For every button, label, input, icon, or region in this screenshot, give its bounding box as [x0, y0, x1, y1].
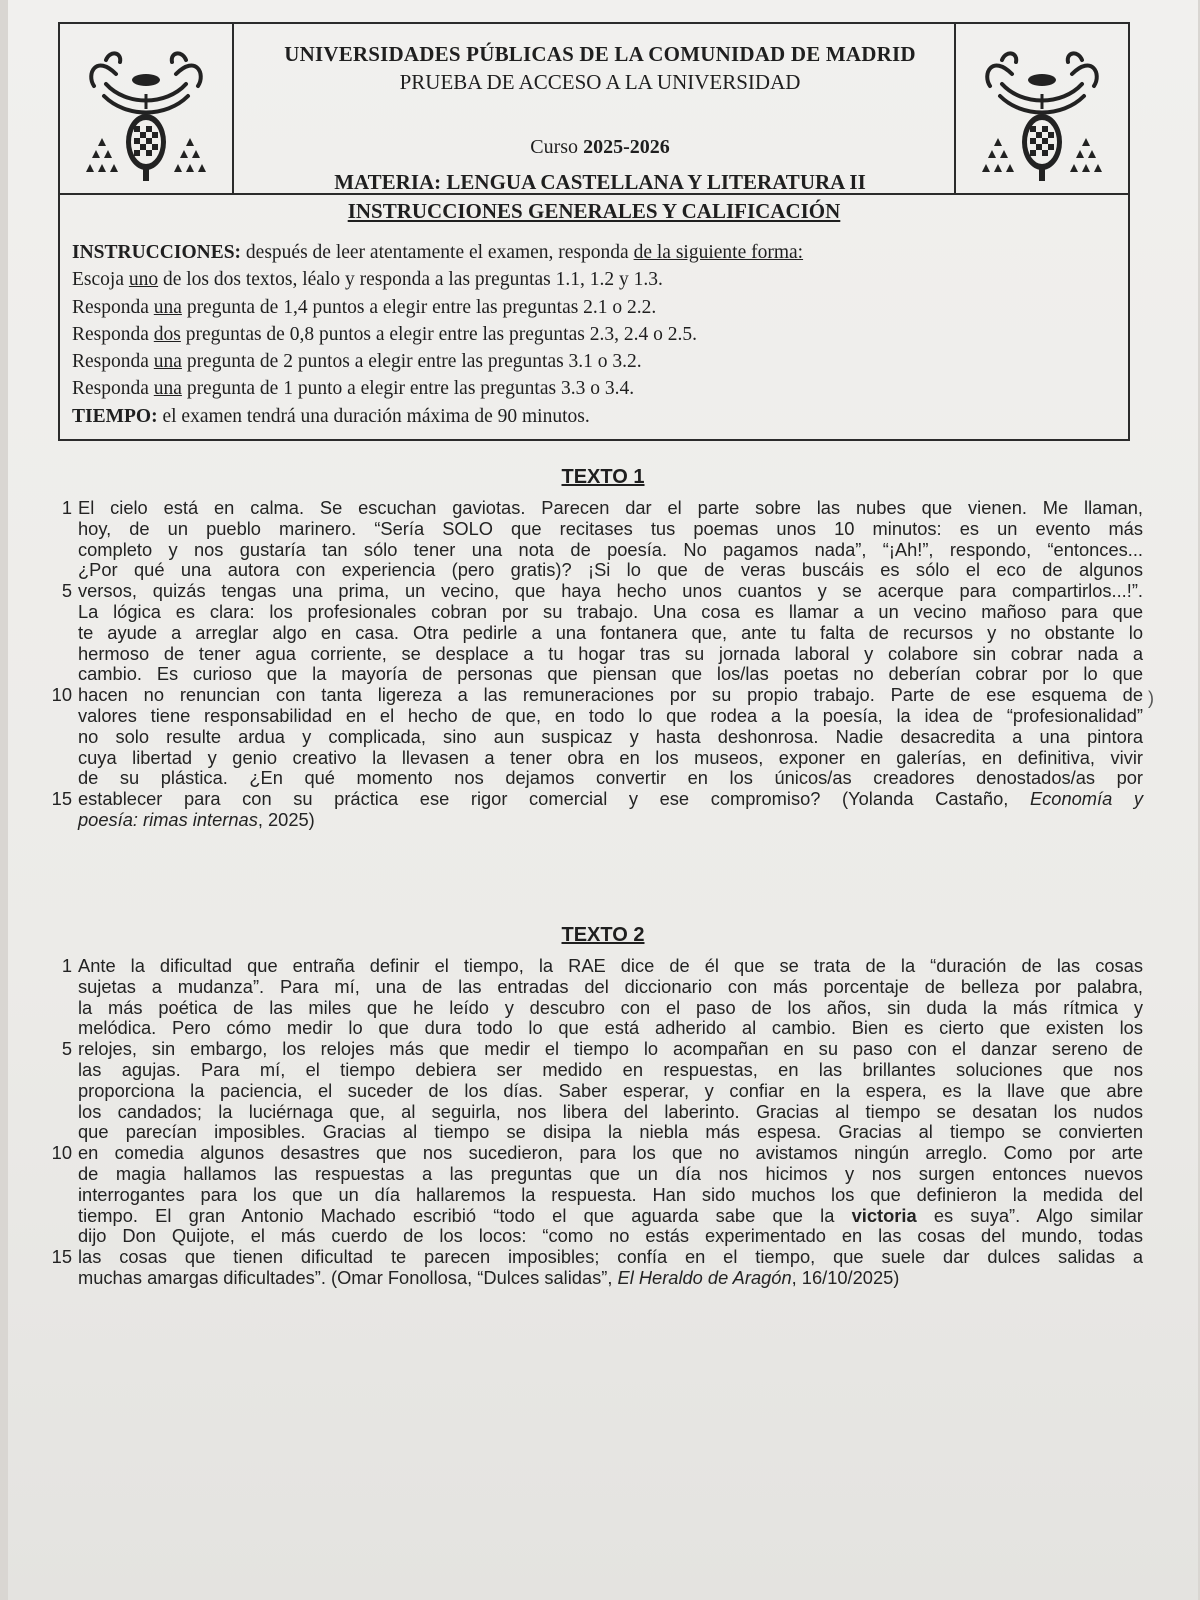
- line-text: en comedia algunos desastres que nos sucedieron, para los que no avistamos ningún arreglo. Como por arte: [78, 1142, 1143, 1164]
- instruction-line: [72, 375, 1118, 402]
- subject-name: MATERIA: LENGUA CASTELLANA Y LITERATURA II: [334, 170, 866, 194]
- line-text: no solo resulte ardua y complicada, sino aun suspicaz y hasta deshonrosa. Nadie desacredita a una pintora: [78, 725, 1143, 747]
- instruction-line: [72, 239, 1118, 266]
- text-line: [48, 998, 1143, 1019]
- line-text: La lógica es clara: los profesionales cobran por su trabajo. Una cosa es llamar a un vecino mañoso para que: [78, 600, 1143, 622]
- line-text: dijo Don Quijote, el más cuerdo de los locos: “como no estás experimentado en las cosas del mundo, todas: [78, 1225, 1143, 1247]
- line-text: interrogantes para los que un día hallaremos la respuesta. Han sido muchos los que definieron la medida del: [78, 1183, 1143, 1205]
- instruction-line: [72, 294, 1118, 321]
- right-logo: [954, 24, 1128, 193]
- texto2-body: [48, 956, 1143, 1289]
- instruction-text: después de leer atentamente el examen, responda: [241, 242, 634, 263]
- line-text: hoy, de un pueblo marinero. “Sería SOLO que recitases tus poemas unos 10 minutos: es un evento más: [78, 517, 1143, 539]
- line-text: hacen no renuncian con tanta ligereza a las remuneraciones por su propio trabajo. Parte de ese esquema de: [78, 684, 1143, 706]
- book-title: Economía y: [1029, 788, 1143, 810]
- instruction-text: Responda: [72, 296, 154, 318]
- line-number: 1: [61, 955, 72, 976]
- course-year: 2025-2026: [583, 136, 670, 158]
- text-line: [48, 581, 1143, 602]
- text-line: [48, 1226, 1143, 1247]
- text-line: [48, 977, 1143, 998]
- text-line: [48, 664, 1143, 685]
- exam-header: [58, 22, 1130, 195]
- text-line: [48, 1060, 1143, 1081]
- line-number: 15: [51, 1246, 72, 1268]
- line-text: las cosas que tienen dificultad te parecen imposibles; confía en el tiempo, que suele dar dulces salidas a: [78, 1246, 1143, 1268]
- line-text: la más poética de las miles que he leído y descubro con el paso de los años, sin duda la más rítmica y: [78, 996, 1143, 1018]
- line-text: Ante la dificultad que entraña definir el tiempo, la RAE dice de él que se trata de la “duración de las cosas: [78, 955, 1143, 976]
- line-text: hermoso de tener agua corriente, se desplace a tu hogar tras su jornada laboral y colabore sin cobrar nada a: [78, 642, 1143, 664]
- instruction-emphasis: uno: [128, 269, 159, 291]
- instruction-emphasis: de la siguiente forma:: [633, 242, 804, 263]
- line-text: [78, 789, 1143, 810]
- line-text: valores tiene responsabilidad en el hecho de que, en todo lo que rodea a la poesía, la idea de “profesionalidad”: [78, 704, 1143, 726]
- book-title: poesía: rimas internas: [78, 808, 258, 830]
- text-line: [48, 1185, 1143, 1206]
- text-line: [48, 623, 1143, 644]
- line-text: [78, 1268, 1143, 1289]
- line-text: los candados; la luciérnaga que, al seguirla, nos libera del laberinto. Gracias al tiempo se desatan los nudos: [78, 1100, 1143, 1122]
- text-line: [48, 1081, 1143, 1102]
- text-line: [48, 1143, 1143, 1164]
- text-line: [48, 810, 1143, 831]
- line-number: 10: [51, 1142, 72, 1164]
- instruction-emphasis: una: [153, 378, 182, 400]
- text-line: [48, 685, 1143, 706]
- instruction-emphasis: una: [153, 351, 182, 373]
- instructions-box: [58, 193, 1130, 441]
- line-number: 1: [61, 497, 72, 518]
- exam-name: PRUEBA DE ACCESO A LA UNIVERSIDAD: [399, 70, 801, 94]
- instructions-title: INSTRUCCIONES GENERALES Y CALIFICACIÓN: [347, 199, 841, 223]
- text-line: [48, 1206, 1143, 1227]
- instruction-text: pregunta de 2 puntos a elegir entre las preguntas 3.1 o 3.2.: [181, 351, 642, 373]
- margin-mark: ): [1148, 688, 1154, 708]
- university-crest-icon: [972, 34, 1112, 184]
- line-number: 10: [51, 684, 72, 706]
- text-line: [48, 498, 1143, 519]
- instruction-line: [72, 266, 1118, 293]
- instruction-text: Responda: [72, 378, 154, 400]
- texto1-title: TEXTO 1: [561, 466, 645, 488]
- text-line: [48, 748, 1143, 769]
- instruction-line: [72, 321, 1118, 348]
- line-text: versos, quizás tengas una prima, un vecino, que haya hecho unos cuantos y se acerque para compartirlos...!”.: [78, 580, 1143, 602]
- exam-sheet: [8, 0, 1198, 1600]
- line-number: 15: [51, 788, 72, 810]
- newspaper-title: El Heraldo de Aragón: [617, 1266, 792, 1288]
- instruction-text: preguntas de 0,8 puntos a elegir entre las preguntas 2.3, 2.4 o 2.5.: [180, 323, 697, 345]
- emphasis-word: victoria: [851, 1204, 917, 1226]
- instruction-line: [72, 403, 1118, 430]
- instruction-text: de los dos textos, léalo y responda a las preguntas 1.1, 1.2 y 1.3.: [158, 269, 663, 291]
- line-text: cuya libertad y genio creativo la llevasen a tener obra en los museos, exponer en galerías, en definitiva, vivir: [78, 746, 1143, 768]
- text-line: [48, 956, 1143, 977]
- line-text: proporciona la paciencia, el suceder de los días. Saber esperar, y confiar en la espera, es la llave que abre: [78, 1079, 1143, 1101]
- line-text: de magia hallamos las respuestas a las preguntas que un día nos hicimos y nos surgen entonces nuevos: [78, 1162, 1143, 1184]
- line-text: completo y nos gustaría tan sólo tener una nota de poesía. No pagamos nada”, “¡Ah!”, respondo, “entonces...: [78, 538, 1143, 560]
- text-line: [48, 560, 1143, 581]
- line-text: que parecían imposibles. Gracias al tiempo se disipa la niebla más espesa. Gracias al tiempo se convierten: [78, 1121, 1143, 1143]
- header-text: [232, 24, 968, 193]
- line-text: ¿Por qué una autora con experiencia (pero gratis)? ¡Si lo que de veras buscáis es sólo el eco de algunos: [78, 559, 1143, 581]
- line-text: [78, 1206, 1143, 1227]
- line-number: 5: [61, 1038, 72, 1060]
- line-text: de su plástica. ¿En qué momento nos dejamos convertir en los únicos/as creadores denostados/as por: [78, 767, 1143, 789]
- university-name: UNIVERSIDADES PÚBLICAS DE LA COMUNIDAD DE MADRID: [284, 42, 916, 66]
- line-text: te ayude a arreglar algo en casa. Otra pedirle a una fontanera que, ante tu falta de recursos y no obstante lo: [78, 621, 1143, 643]
- line-text: relojes, sin embargo, los relojes más que medir el tiempo lo acompañan en su paso con el danzar sereno de: [78, 1038, 1143, 1060]
- university-crest-icon: [76, 34, 216, 184]
- text-line: [48, 706, 1143, 727]
- text-line: [48, 519, 1143, 540]
- text-line: [48, 602, 1143, 623]
- texto1-body: [48, 498, 1143, 831]
- text-line: [48, 1018, 1143, 1039]
- line-text: las agujas. Para mí, el tiempo debiera ser medido en respuestas, en las brillantes soluciones que nos: [78, 1058, 1143, 1080]
- instruction-text: el examen tendrá una duración máxima de 90 minutos.: [157, 405, 590, 427]
- line-number: 5: [61, 580, 72, 602]
- line-text-part: tiempo. El gran Antonio Machado escribió “todo el que aguarda sabe que la: [78, 1204, 852, 1226]
- instruction-text: Responda: [72, 323, 154, 345]
- line-text: melódica. Pero cómo medir lo que dura todo lo que está adherido al cambio. Bien es cierto que existen los: [78, 1017, 1143, 1039]
- line-text: sujetas a mudanza”. Para mí, una de las entradas del diccionario con más porcentaje de belleza por palabra,: [78, 975, 1143, 997]
- text-line: [48, 1247, 1143, 1268]
- text-line: [48, 1039, 1143, 1060]
- instruction-text: Responda: [72, 351, 154, 373]
- instruction-text: Escoja: [72, 269, 129, 291]
- line-text: cambio. Es curioso que la mayoría de personas que piensan que los/las poetas no deberían cobrar por lo que: [78, 663, 1143, 685]
- left-logo: [60, 24, 234, 193]
- text-line: [48, 768, 1143, 789]
- time-label: TIEMPO:: [72, 405, 158, 427]
- course-label: Curso: [530, 136, 579, 158]
- text-line: [48, 727, 1143, 748]
- text-line: [48, 644, 1143, 665]
- line-text: El cielo está en calma. Se escuchan gaviotas. Parecen dar el parte sobre las nubes que vienen. Me llaman,: [78, 497, 1143, 518]
- instruction-line: [72, 348, 1118, 375]
- instructions-label: INSTRUCCIONES:: [72, 242, 242, 263]
- course-line: [232, 136, 968, 159]
- line-text-part: establecer para con su práctica ese rigor comercial y ese compromiso? (Yolanda Castaño,: [78, 788, 1030, 810]
- text-line: [48, 1122, 1143, 1143]
- instructions-list: [72, 239, 1118, 430]
- line-text-part: , 16/10/2025): [791, 1266, 900, 1288]
- instruction-text: pregunta de 1 punto a elegir entre las preguntas 3.3 o 3.4.: [181, 378, 635, 400]
- text-line: [48, 1164, 1143, 1185]
- instruction-text: pregunta de 1,4 puntos a elegir entre las preguntas 2.1 o 2.2.: [181, 296, 657, 318]
- line-text: [78, 810, 1143, 831]
- text-line: [48, 540, 1143, 561]
- line-text-part: , 2025): [257, 808, 315, 830]
- text-line: [48, 1268, 1143, 1289]
- text-line: [48, 789, 1143, 810]
- instruction-emphasis: dos: [153, 323, 181, 345]
- line-text-part: es suya”. Algo similar: [916, 1204, 1143, 1226]
- line-text-part: muchas amargas dificultades”. (Omar Fonollosa, “Dulces salidas”,: [78, 1266, 618, 1288]
- text-line: [48, 1102, 1143, 1123]
- texto2-title: TEXTO 2: [561, 924, 645, 946]
- instruction-emphasis: una: [153, 296, 182, 318]
